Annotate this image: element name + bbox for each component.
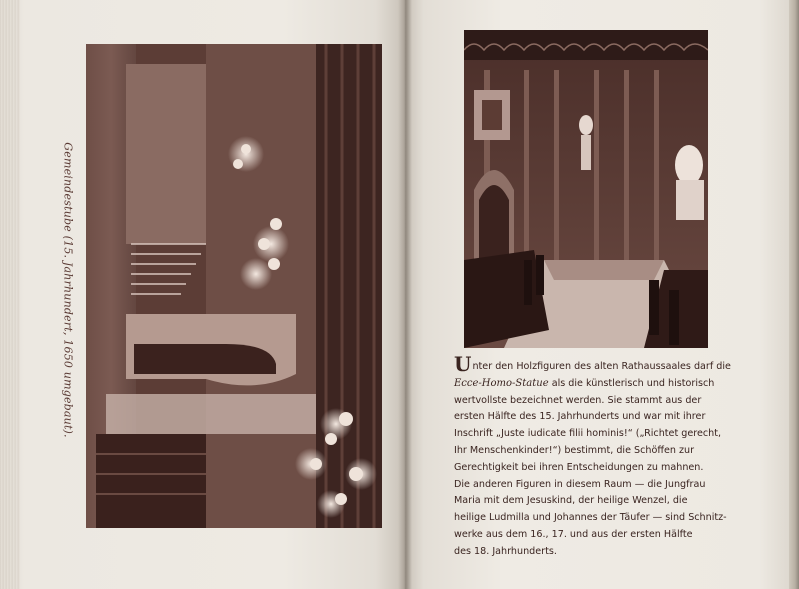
body-text [454,352,754,561]
text-line: des 18. Jahrhunderts. [454,545,557,557]
italic-term: Ecce-Homo-Statue [454,377,549,389]
photo-rathaussaal [464,30,708,348]
photo-caption: Gemeindestube (15. Jahrhundert, 1650 umgebaut). [61,142,75,438]
text-line: Die anderen Figuren in diesem Raum — die Jungfrau [454,478,706,490]
text-line: ersten Hälfte des 15. Jahrhunderts und war mit ihrer [454,411,706,423]
text-line: werke aus dem 16., 17. und aus der ersten Hälfte [454,528,693,540]
text-line [454,376,754,393]
line-text: nter den Holzfiguren des alten Rathaussaales darf die [472,361,731,372]
text-line: Inschrift „Juste iudicate filii hominis!“ („Richtet gerecht, [454,428,722,440]
line-text: als die künstlerisch und historisch [548,377,715,389]
page-edge-left [0,0,20,589]
text-line: Gerechtigkeit bei ihren Entscheidungen zu mahnen. [454,461,704,473]
book-gutter [398,0,412,589]
paragraph [454,352,754,561]
text-line: Ihr Menschenkinder!“) bestimmt, die Schöffen zur [454,444,695,456]
text-line: Maria mit dem Jesuskind, der heilige Wenzel, die [454,495,688,507]
text-line: wertvollste bezeichnet werden. Sie stammt aus der [454,394,702,406]
page-edge-right [789,0,799,589]
text-line: heilige Ludmilla und Johannes der Täufer — sind Schnitz- [454,512,727,524]
dropcap: U [454,352,472,376]
text-line [454,352,754,376]
photo-gemeindestube [86,44,382,528]
